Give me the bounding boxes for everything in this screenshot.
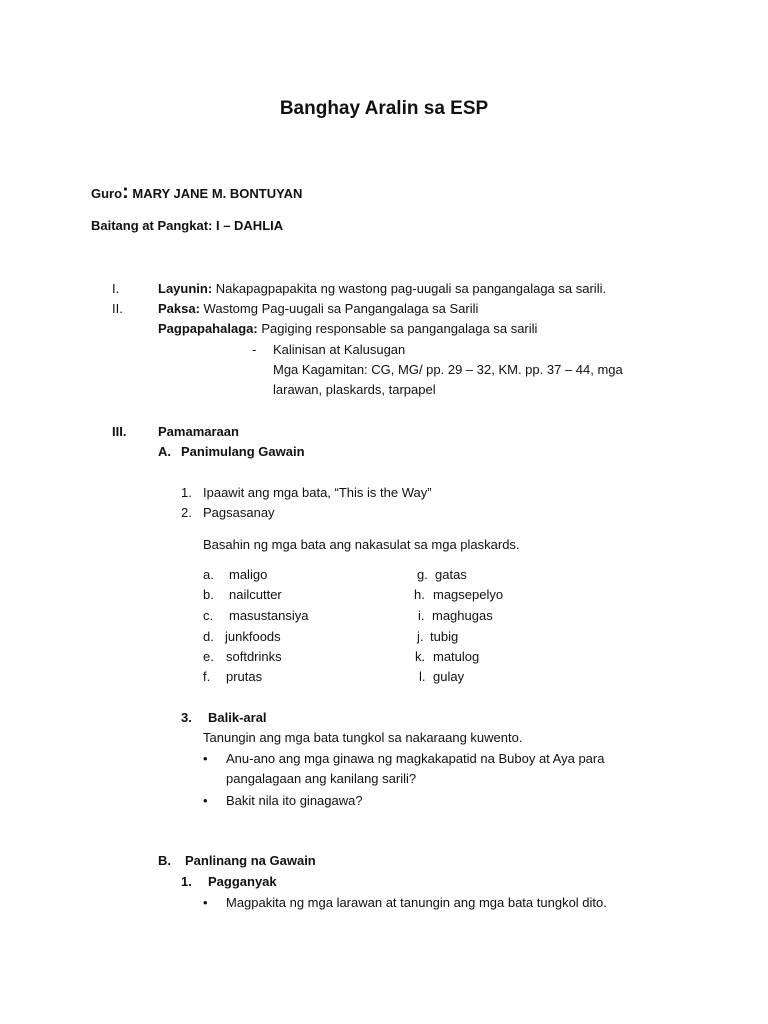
kagamitan-line1: Mga Kagamitan: CG, MG/ pp. 29 – 32, KM. pp. 37 – 44, mga bbox=[273, 362, 623, 377]
list-item-letter: j. bbox=[417, 629, 424, 644]
pamamaraan-label: Pamamaraan bbox=[158, 424, 239, 439]
section3-num: III. bbox=[112, 424, 127, 439]
list-item-word: gulay bbox=[433, 669, 465, 684]
b1-num: 1. bbox=[181, 874, 192, 889]
bullet-icon: • bbox=[203, 751, 208, 766]
guro-colon: : bbox=[122, 181, 129, 203]
list-item-letter: f. bbox=[203, 669, 211, 684]
list-item-letter: h. bbox=[414, 587, 425, 602]
list-item-word: softdrinks bbox=[226, 649, 282, 664]
item1-text: Ipaawit ang mga bata, “This is the Way” bbox=[203, 485, 432, 500]
item2-num: 2. bbox=[181, 505, 192, 520]
list-item-letter: l. bbox=[419, 669, 426, 684]
list-item-word: nailcutter bbox=[229, 587, 282, 602]
bullet1-line1: Anu-ano ang mga ginawa ng magkakapatid na Buboy at Aya para bbox=[226, 751, 605, 766]
section1-num: I. bbox=[112, 281, 120, 296]
kalinisan-dash: - bbox=[252, 342, 257, 357]
balik-aral-text: Tanungin ang mga bata tungkol sa nakaraang kuwento. bbox=[203, 730, 523, 745]
paksa-label: Paksa: bbox=[158, 301, 200, 316]
list-item-word: masustansiya bbox=[229, 608, 309, 623]
list-item-word: prutas bbox=[226, 669, 263, 684]
pagganyak-label: Pagganyak bbox=[208, 874, 277, 889]
guro-value: MARY JANE M. BONTUYAN bbox=[132, 186, 303, 201]
bullet2-text: Bakit nila ito ginagawa? bbox=[226, 793, 363, 808]
list-item-word: junkfoods bbox=[225, 629, 281, 644]
list-item-word: magsepelyo bbox=[433, 587, 504, 602]
list-item-word: gatas bbox=[435, 567, 467, 582]
section2-line bbox=[158, 301, 478, 317]
sub-b-letter: B. bbox=[158, 853, 171, 868]
sub-b-label: Panlinang na Gawain bbox=[185, 853, 316, 868]
list-item-word: tubig bbox=[430, 629, 459, 644]
page-title: Banghay Aralin sa ESP bbox=[279, 98, 489, 119]
section2-num: II. bbox=[112, 301, 123, 316]
item3-num: 3. bbox=[181, 710, 192, 725]
layunin-text: Nakapagpapakita ng wastong pag-uugali sa pangangalaga sa sarili. bbox=[215, 281, 607, 296]
list-item-letter: c. bbox=[203, 608, 214, 623]
bullet1-line2: pangalagaan ang kanilang sarili? bbox=[226, 771, 417, 786]
paksa-text: Wastomg Pag-uugali sa Pangangalaga sa Sarili bbox=[203, 301, 479, 316]
bullet-icon: • bbox=[203, 895, 208, 910]
pagpapahalaga-label: Pagpapahalaga: bbox=[158, 321, 258, 336]
bullet-icon: • bbox=[203, 793, 208, 808]
item2-text: Pagsasanay bbox=[203, 505, 275, 520]
list-item-letter: b. bbox=[203, 587, 214, 602]
list-item-letter: d. bbox=[203, 629, 214, 644]
list-item-letter: k. bbox=[415, 649, 426, 664]
section1-line bbox=[158, 281, 606, 297]
pagpapahalaga-text: Pagiging responsable sa pangangalaga sa sarili bbox=[261, 321, 538, 336]
list-item-letter: e. bbox=[203, 649, 214, 664]
list-item-letter: i. bbox=[418, 608, 425, 623]
list-item-letter: g. bbox=[417, 567, 428, 582]
list-item-letter: a. bbox=[203, 567, 214, 582]
sub-a-letter: A. bbox=[158, 444, 171, 459]
kalinisan-text: Kalinisan at Kalusugan bbox=[273, 342, 406, 357]
pagpapahalaga-line bbox=[158, 321, 537, 337]
layunin-label: Layunin: bbox=[158, 281, 213, 296]
guro-label: Guro bbox=[91, 186, 123, 201]
guro-line bbox=[91, 181, 303, 203]
list-item-word: maligo bbox=[229, 567, 268, 582]
list-item-word: matulog bbox=[433, 649, 480, 664]
plaskard-instruction: Basahin ng mga bata ang nakasulat sa mga plaskards. bbox=[203, 537, 520, 552]
balik-aral-label: Balik-aral bbox=[208, 710, 267, 725]
kagamitan-line2: larawan, plaskards, tarpapel bbox=[273, 382, 436, 397]
sub-a-label: Panimulang Gawain bbox=[181, 444, 305, 459]
item1-num: 1. bbox=[181, 485, 192, 500]
list-item-word: maghugas bbox=[432, 608, 493, 623]
baitang-line: Baitang at Pangkat: I – DAHLIA bbox=[91, 218, 284, 233]
pagganyak-text: Magpakita ng mga larawan at tanungin ang mga bata tungkol dito. bbox=[226, 895, 607, 910]
